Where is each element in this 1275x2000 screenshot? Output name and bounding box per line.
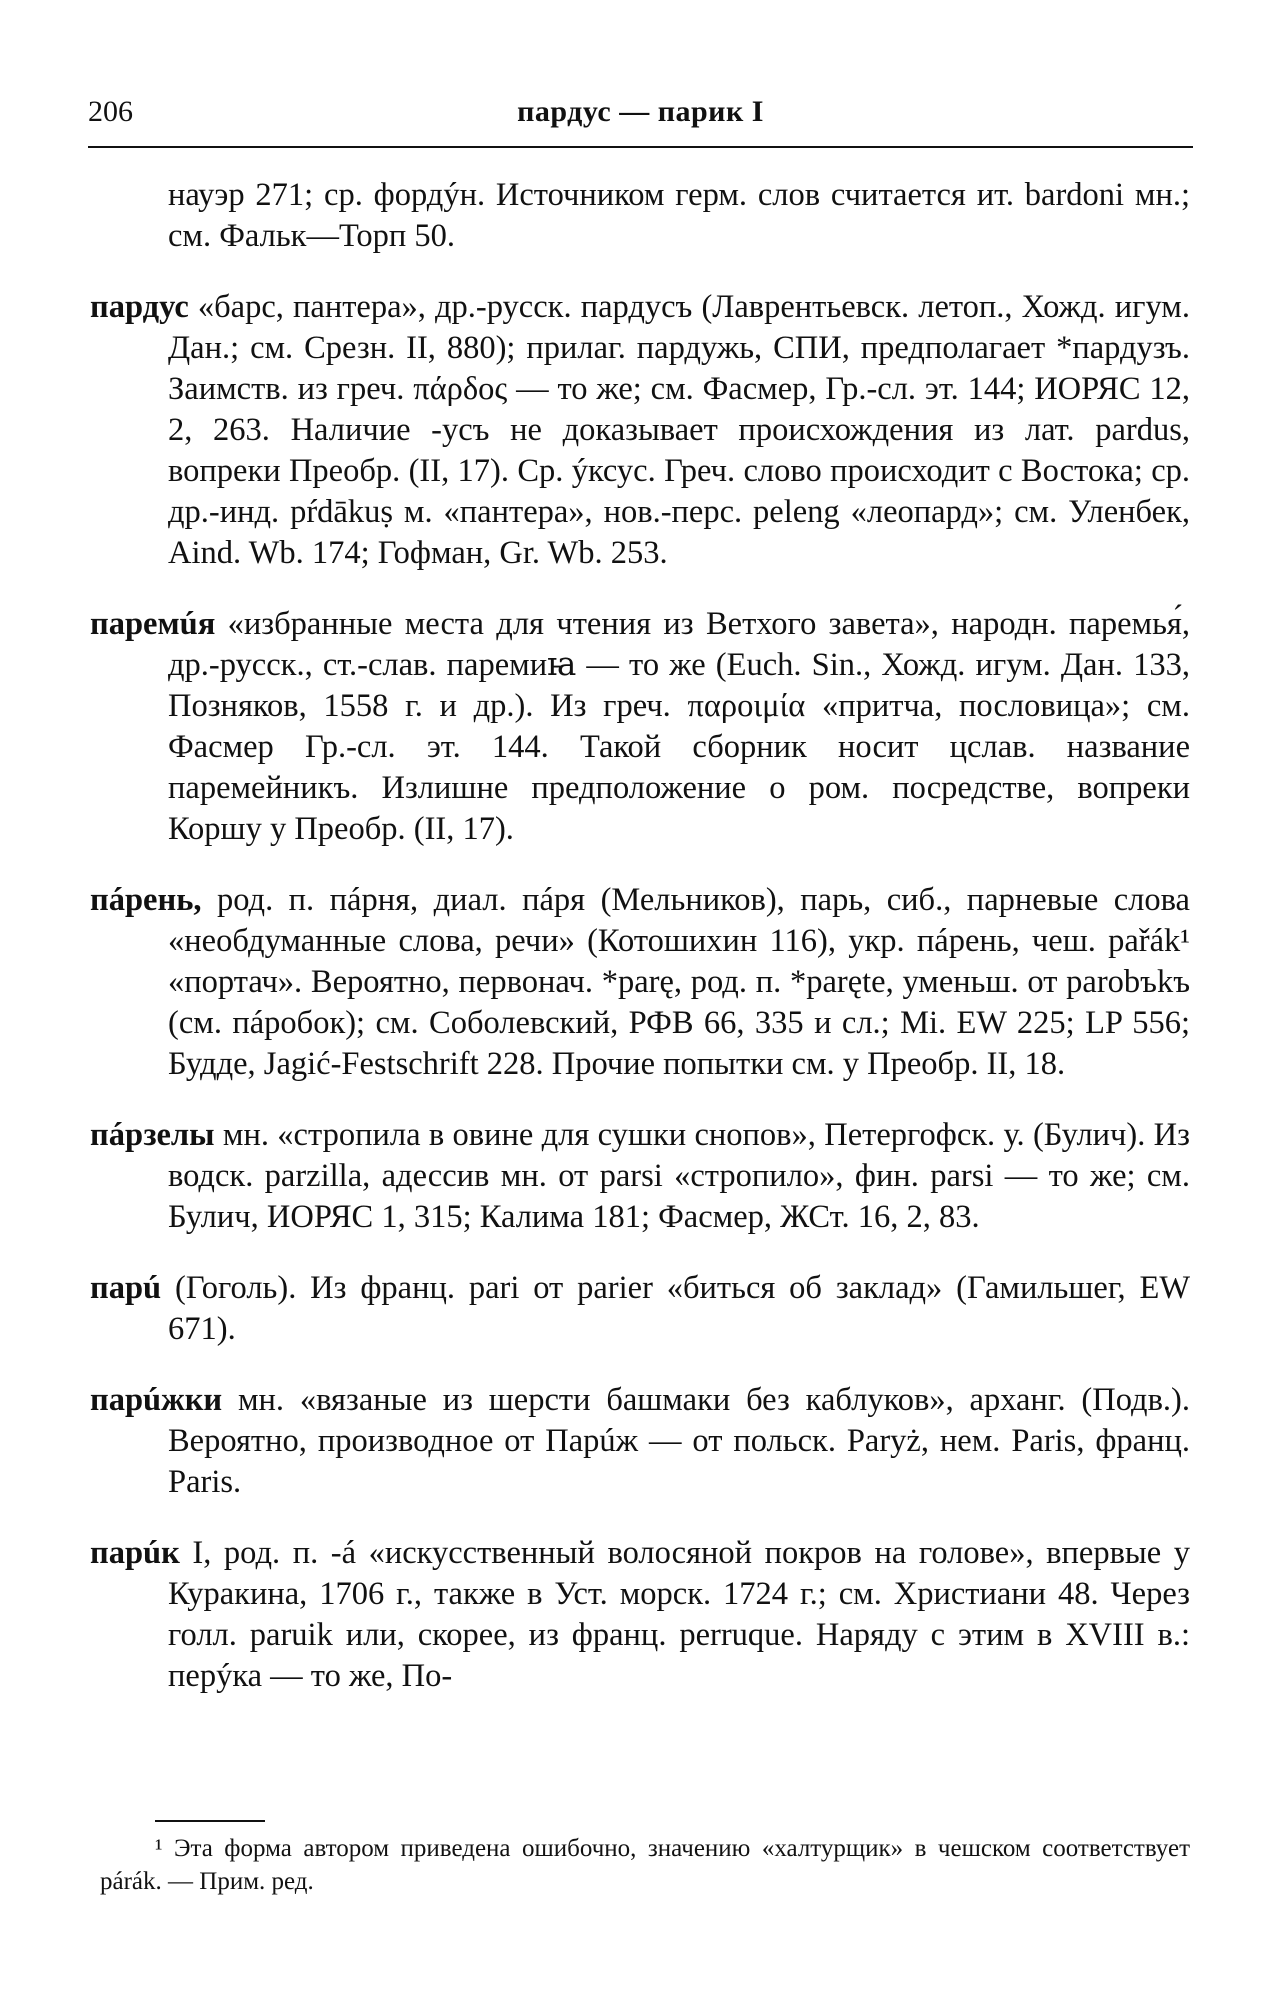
entry-text: род. п. пáрня, диал. пáря (Мельников), парь, сиб., парневые слова «необдуманные слова, речи» (Котошихин 116), укр. пáрень, чеш. pařák¹ «портач». Вероятно, первонач. *parę, род. п. *parętе, уменьш. от parobъkъ (см. пáробок); см. Соболевский, РФВ 66, 335 и сл.; Mi. EW 225; LP 556; Будде, Jagić-Festschrift 228. Прочие попытки см. у Преобр. II, 18.	[168, 882, 1190, 1082]
entry-continuation	[90, 175, 1190, 257]
entry-pardus	[90, 287, 1190, 574]
entry-parzely	[90, 1115, 1190, 1238]
footnote-rule	[155, 1820, 265, 1822]
entry-headword: парúжки	[90, 1382, 223, 1418]
entry-pari	[90, 1268, 1190, 1350]
page-number: 206	[88, 95, 133, 128]
entry-text: мн. «стропила в овине для сушки снопов», Петергофск. у. (Булич). Из водск. parzilla, адессив мн. от parsi «стропило», фин. parsi — то же; см. Булич, ИОРЯС 1, 315; Калима 181; Фасмер, ЖСт. 16, 2, 83.	[168, 1117, 1190, 1235]
entry-headword: пардус	[90, 289, 189, 325]
running-head: пардус — парик I	[517, 95, 764, 128]
entry-headword: пáрзелы	[90, 1117, 215, 1153]
entry-headword: парúк	[90, 1535, 180, 1571]
page-header	[88, 95, 1193, 145]
entry-headword: пáрень,	[90, 882, 202, 918]
entry-parizhki	[90, 1380, 1190, 1503]
entry-parik	[90, 1533, 1190, 1697]
entry-headword: паремúя	[90, 606, 216, 642]
header-rule	[88, 146, 1193, 148]
entry-headword: парú	[90, 1270, 162, 1306]
entry-text: «избранные места для чтения из Ветхого завета», народн. паремья́, др.-русск., ст.-слав. паремиꙗ — то же (Euch. Sin., Хожд. игум. Дан. 133, Позняков, 1558 г. и др.). Из греч. παροιμία «притча, пословица»; см. Фасмер Гр.-сл. эт. 144. Такой сборник носит цслав. название паремейникъ. Излишне предположение о ром. посредстве, вопреки Коршу у Преобр. (II, 17).	[168, 606, 1190, 847]
entry-text: мн. «вязаные из шерсти башмаки без каблуков», арханг. (Подв.). Вероятно, производное от Парúж — от польск. Paryż, нем. Paris, франц. Paris.	[168, 1382, 1190, 1500]
dictionary-body	[90, 175, 1190, 1727]
entry-text: (Гоголь). Из франц. pari от parier «биться об заклад» (Гамильшег, EW 671).	[161, 1270, 1190, 1347]
entry-text: I, род. п. -á «искусственный волосяной покров на голове», впервые у Куракина, 1706 г., также в Уст. морск. 1724 г.; см. Христиани 48. Через голл. paruik или, скорее, из франц. perruque. Наряду с этим в XVIII в.: перýка — то же, По-	[168, 1535, 1190, 1694]
entry-paremiya	[90, 604, 1190, 850]
entry-text: науэр 271; ср. фордýн. Источником герм. слов считается ит. bardoni мн.; см. Фальк—Торп 50.	[168, 177, 1190, 254]
entry-paren	[90, 880, 1190, 1085]
footnote: ¹ Эта форма автором приведена ошибочно, значению «халтурщик» в чешском соответствует párák. — Прим. ред.	[100, 1835, 1190, 1895]
entry-text: «барс, пантера», др.-русск. пардусъ (Лаврентьевск. летоп., Хожд. игум. Дан.; см. Срезн. II, 880); прилаг. пардужь, СПИ, предполагает *пардузъ. Заимств. из греч. πάρδος — то же; см. Фасмер, Гр.-сл. эт. 144; ИОРЯС 12, 2, 263. Наличие -усъ не доказывает происхождения из лат. pardus, вопреки Преобр. (II, 17). Ср. ýксус. Греч. слово происходит с Востока; ср. др.-инд. pŕdākuṣ м. «пантера», нов.-перс. peleng «леопард»; см. Уленбек, Aind. Wb. 174; Гофман, Gr. Wb. 253.	[168, 289, 1190, 571]
